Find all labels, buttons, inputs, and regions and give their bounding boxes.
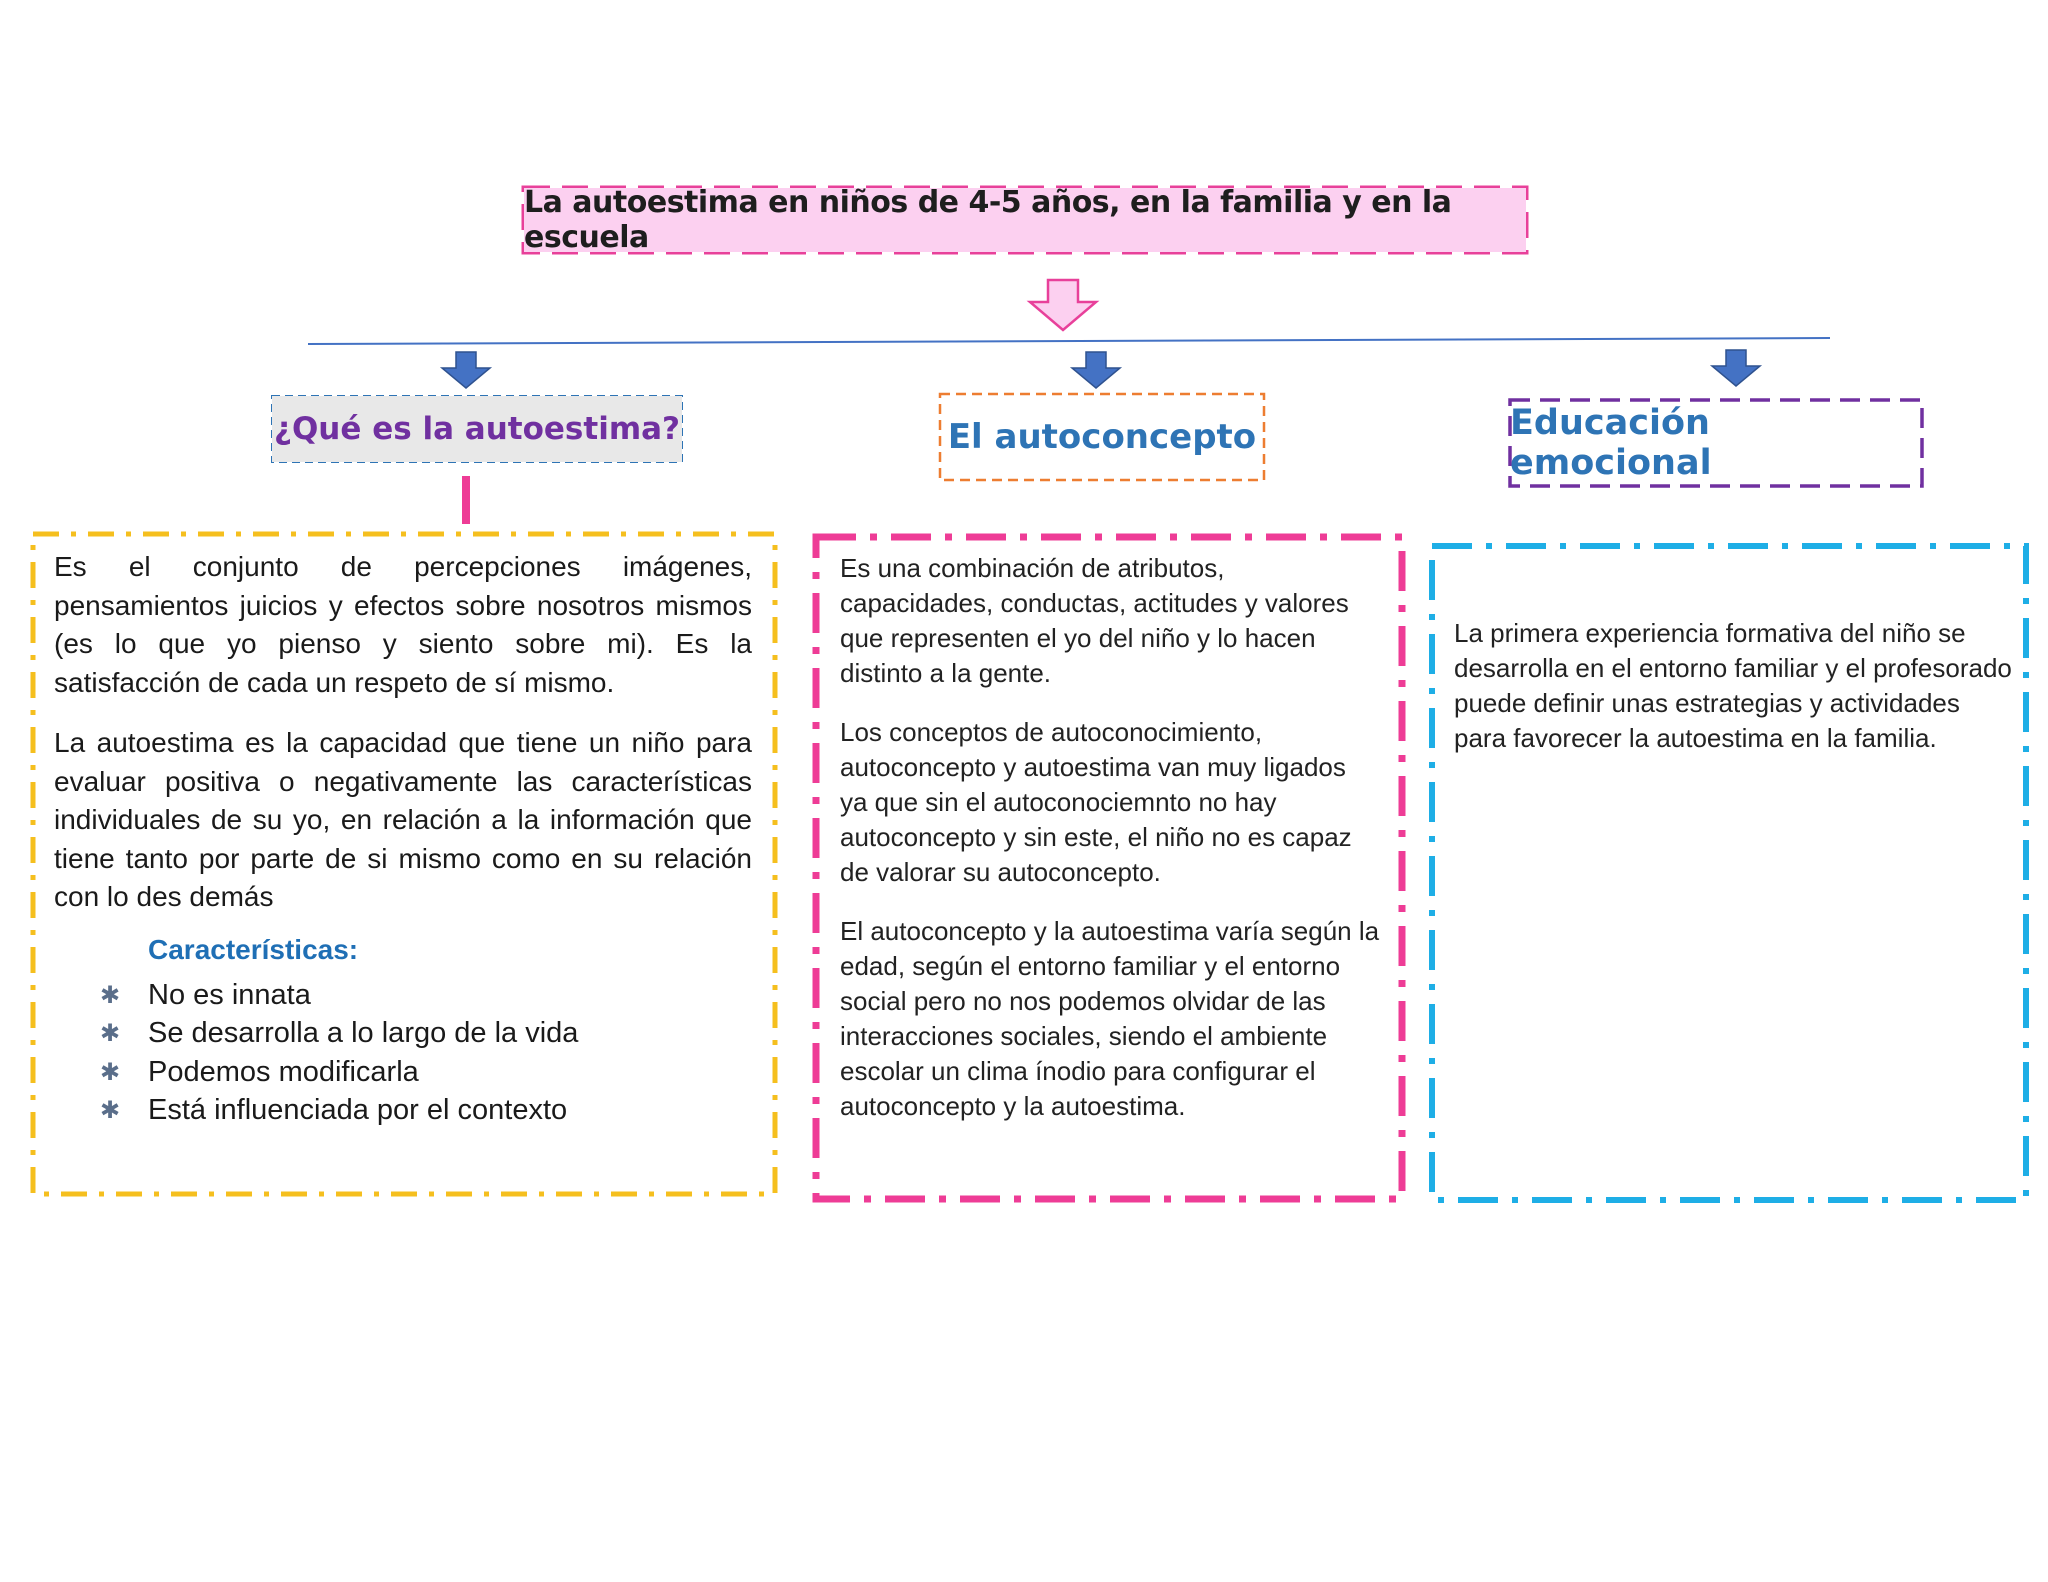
characteristics-heading: Características: — [148, 934, 359, 965]
box2-content — [840, 551, 1380, 1148]
pink-down-arrow-icon — [1030, 280, 1096, 330]
box3-content — [1454, 616, 2014, 756]
list-item — [100, 976, 578, 1015]
down-arrow-icon — [1072, 352, 1120, 388]
list-item-text: Se desarrolla a lo largo de la vida — [148, 1017, 579, 1050]
box1-paragraph-1: Es el conjunto de percepciones imágenes, pensamientos juicios y efectos sobre nosotros mismos (es lo que yo pienso y siento sobre mi). Es la satisfacción de cada un respeto de sí mismo. — [54, 551, 752, 698]
list-item — [100, 1053, 578, 1092]
list-item — [100, 1092, 578, 1131]
list-item-text: Está influenciada por el contexto — [148, 1094, 568, 1127]
characteristics-list — [100, 976, 578, 1130]
spider-bullet-icon: ✱ — [100, 1020, 121, 1048]
spider-bullet-icon: ✱ — [100, 1097, 121, 1125]
down-arrow-icon — [1712, 350, 1760, 386]
box1-paragraph-2: La autoestima es la capacidad que tiene un niño para evaluar positiva o negativamente las características individuales de su yo, en relación a la información que tiene tanto por parte de si mismo como en su relación con lo des demás — [54, 727, 752, 912]
branch-educacion-emocional: Educación emocional — [1510, 403, 1712, 483]
box2-paragraph-3: El autoconcepto y la autoestima varía según la edad, según el entorno familiar y el entorno social pero no nos podemos olvidar de las interacciones sociales, siendo el ambiente escolar un clima ínodio para configurar el autoconcepto y la autoestima. — [840, 916, 1380, 1121]
list-item — [100, 1015, 578, 1054]
list-item-text: No es innata — [148, 978, 311, 1011]
box2-paragraph-1: Es una combinación de atributos, capacidades, conductas, actitudes y valores que representen el yo del niño y lo hacen distinto a la gente. — [840, 553, 1349, 688]
spider-bullet-icon: ✱ — [100, 1058, 121, 1086]
box2-paragraph-2: Los conceptos de autoconocimiento, autoconcepto y autoestima van muy ligados ya que sin el autoconociemnto no hay autoconcepto y sin este, el niño no es capaz de valorar su autoconcepto. — [840, 717, 1352, 887]
branch-autoconcepto: El autoconcepto — [947, 417, 1257, 457]
spider-bullet-icon: ✱ — [100, 981, 121, 1009]
down-arrow-icon — [442, 352, 490, 388]
diagram-title: La autoestima en niños de 4-5 años, en la familia y en la escuela — [524, 188, 1526, 252]
connector-line — [308, 338, 1830, 344]
branch-que-es-autoestima: ¿Qué es la autoestima? — [272, 396, 682, 462]
list-item-text: Podemos modificarla — [148, 1055, 419, 1088]
box1-content — [54, 548, 752, 939]
box3-paragraph-1: La primera experiencia formativa del niño se desarrolla en el entorno familiar y el profesorado puede definir unas estrategias y actividades para favorecer la autoestima en la familia. — [1454, 618, 2012, 753]
